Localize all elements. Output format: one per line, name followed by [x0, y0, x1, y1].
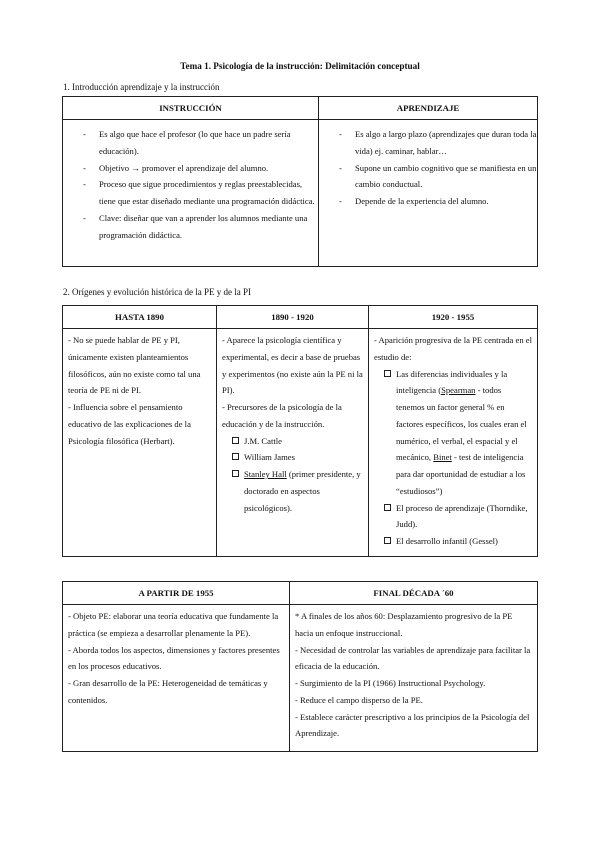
- text-line: - Aparición progresiva de la PE centrada en el estudio de:: [374, 335, 532, 362]
- item-text: El proceso de aprendizaje (Thorndike, Judd).: [396, 502, 528, 530]
- text-line: - No se puede hablar de PE y PI, únicamente existen planteamientos filosóficos, aún no existe como tal una teoría de PE ni de PI.: [68, 335, 201, 396]
- aprendizaje-cell: [319, 120, 538, 267]
- a-partir-1955-cell: [63, 605, 290, 752]
- item-text: - todos tenemos un factor general % en factores específicos, los cuales eran el numérico, el verbal, el espacial y el mecánico,: [396, 385, 527, 463]
- text-line: - Establece carácter prescriptivo a los principios de la Psicología del Aprendizaje.: [295, 711, 530, 739]
- instruccion-cell: [63, 120, 319, 267]
- page-title: Tema 1. Psicología de la instrucción: Delimitación conceptual: [180, 61, 420, 71]
- text-line: - Influencia sobre el pensamiento educativo de las explicaciones de la Psicología filosófica (Herbart).: [68, 402, 191, 446]
- list-item: - Clave: diseñar que van a aprender los alumnos mediante una programación didáctica.: [63, 210, 318, 244]
- header-final-decada-60: FINAL DÉCADA ´60: [290, 582, 538, 605]
- header-instruccion: INSTRUCCIÓN: [63, 97, 319, 120]
- precursor-name: J.M. Cattle: [244, 435, 282, 446]
- list-item: - Objetivo → promover el aprendizaje del alumno.: [63, 160, 318, 177]
- list-item: - Es algo a largo plazo (aprendizajes que duran toda la vida) ej. caminar, hablar…: [319, 126, 537, 160]
- text-line: * A finales de los años 60: Desplazamiento progresivo de la PE hacia un enfoque instruccional.: [295, 611, 513, 638]
- binet-name: Binet: [433, 452, 452, 463]
- list-item: [232, 433, 363, 450]
- list-item: - Supone un cambio cognitivo que se manifiesta en un cambio conductual.: [319, 160, 537, 194]
- desde-1955-table: [62, 581, 538, 752]
- header-hasta-1890: HASTA 1890: [63, 306, 217, 329]
- text-line: - Aborda todos los aspectos, dimensiones y factores presentes en los procesos educativos.: [68, 644, 280, 672]
- header-1920-1955: 1920 - 1955: [369, 306, 538, 329]
- origenes-table: [62, 305, 538, 557]
- list-item: - Es algo que hace el profesor (lo que hace un padre sería educación).: [63, 126, 318, 160]
- list-item: [384, 500, 532, 534]
- list-item: - Proceso que sigue procedimientos y reglas preestablecidas, tiene que estar diseñado mediante una programación didáctica.: [63, 176, 318, 210]
- text-line: - Reduce el campo disperso de la PE.: [295, 694, 423, 705]
- header-aprendizaje: APRENDIZAJE: [319, 97, 538, 120]
- text-line: - Necesidad de controlar las variables de aprendizaje para facilitar la eficacia de la educación.: [295, 644, 531, 672]
- item-text: - test de inteligencia para dar oportunidad de estudiar a los “estudiosos”): [396, 452, 526, 496]
- list-item: [232, 449, 363, 466]
- text-line: - Surgimiento de la PI (1966) Instructional Psychology.: [295, 678, 486, 688]
- 1920-1955-cell: [369, 329, 538, 557]
- item-text: Las diferencias individuales y la inteligencia (: [396, 368, 508, 396]
- text-line: - Precursores de la psicología de la educación y de la instrucción.: [222, 402, 342, 429]
- section-1-heading: 1. Introducción aprendizaje y la instrucción: [63, 82, 220, 92]
- 1890-1920-cell: [217, 329, 369, 557]
- instruccion-aprendizaje-table: [62, 96, 538, 267]
- text-line: - Objeto PE: elaborar una teoría educativa que fundamente la práctica (se empieza a desarrollar plenamente la PE).: [68, 611, 279, 638]
- checkbox-bullet-icon: [384, 504, 391, 511]
- checkbox-bullet-icon: [232, 470, 239, 477]
- checkbox-bullet-icon: [232, 453, 239, 460]
- list-item: [232, 466, 363, 516]
- section-2-heading: 2. Orígenes y evolución histórica de la PE y de la PI: [63, 287, 251, 297]
- precursor-name: Stanley Hall: [244, 469, 287, 479]
- item-text: El desarrollo infantil (Gessel): [396, 536, 498, 546]
- precursor-note: (primer presidente, y doctorado en aspectos psicológicos).: [244, 469, 361, 513]
- list-item: [384, 533, 532, 550]
- checkbox-bullet-icon: [232, 437, 239, 444]
- list-item: - Depende de la experiencia del alumno.: [319, 193, 537, 210]
- checkbox-bullet-icon: [384, 370, 391, 377]
- text-line: - Aparece la psicología científica y experimental, es decir a base de pruebas y experimentos (no existe aún la PE ni la PI).: [222, 335, 363, 396]
- final-decada-60-cell: [290, 605, 538, 752]
- text-line: - Gran desarrollo de la PE: Heterogeneidad de temáticas y contenidos.: [68, 678, 268, 705]
- checkbox-bullet-icon: [384, 537, 391, 544]
- list-item: [384, 366, 532, 500]
- header-a-partir-1955: A PARTIR DE 1955: [63, 582, 290, 605]
- header-1890-1920: 1890 - 1920: [217, 306, 369, 329]
- precursor-name: William James: [244, 452, 295, 463]
- hasta-1890-cell: [63, 329, 217, 557]
- spearman-name: Spearman: [441, 385, 476, 396]
